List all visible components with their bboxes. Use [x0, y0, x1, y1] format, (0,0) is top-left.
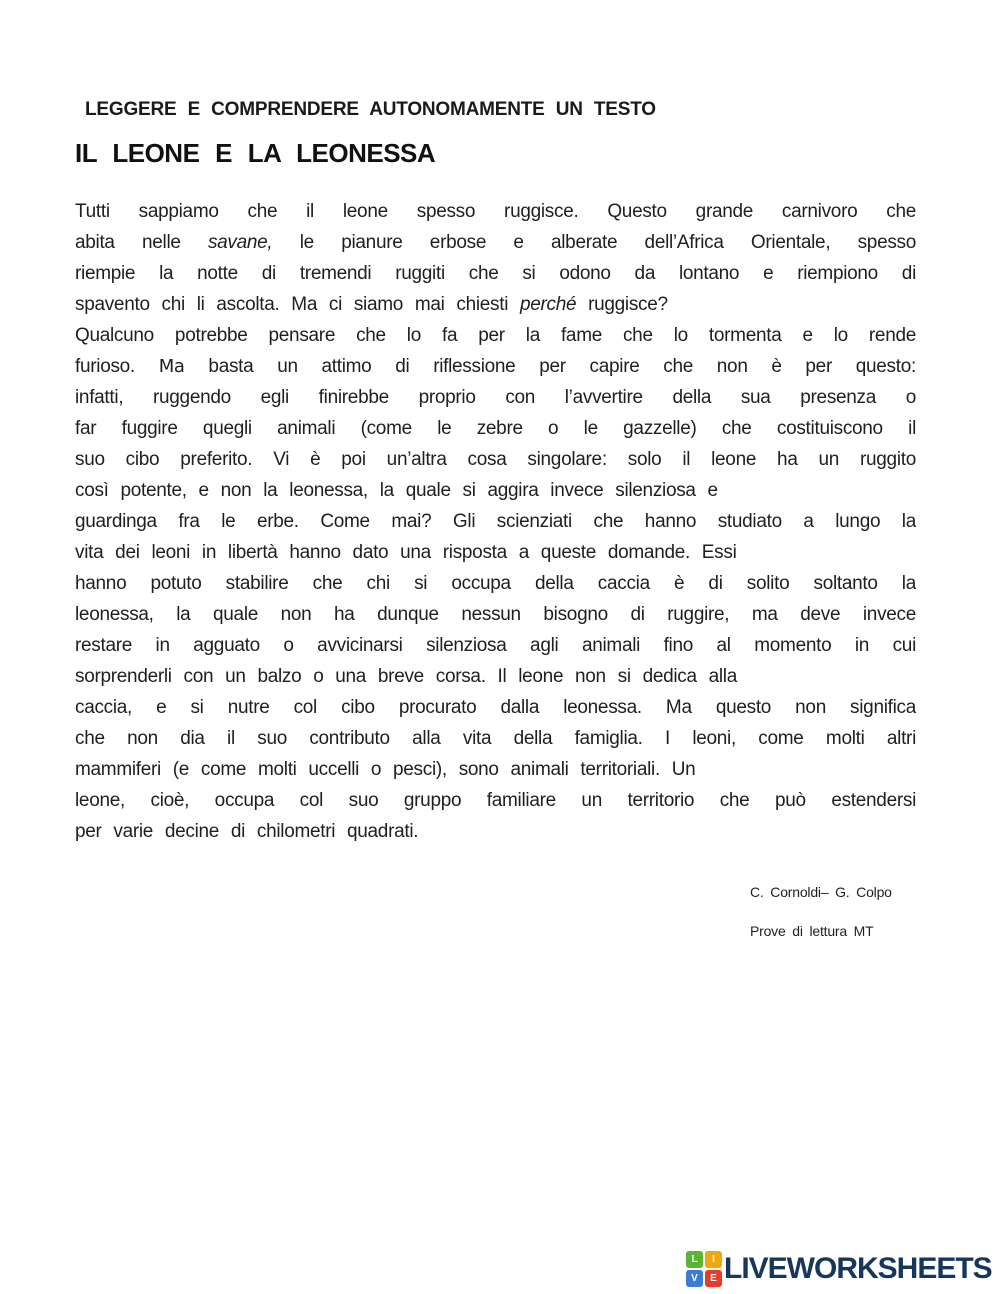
text-segment: per varie decine di chilometri quadrati.	[75, 821, 419, 842]
text-line	[75, 723, 916, 754]
text-segment: le pianure erbose e alberate dell’Africa Orientale, spesso	[272, 232, 916, 253]
text-segment: spavento chi li ascolta. Ma ci siamo mai chiesti	[75, 294, 520, 315]
text-line	[75, 661, 916, 692]
text-line	[75, 258, 916, 289]
text-line	[75, 475, 916, 506]
logo-tile-i: I	[705, 1251, 722, 1268]
text-line	[75, 382, 916, 413]
text-segment: vita dei leoni in libertà hanno dato una risposta a queste domande. Essi	[75, 542, 737, 563]
text-line	[75, 785, 916, 816]
liveworksheets-logo[interactable]	[686, 1251, 992, 1287]
text-line	[75, 754, 916, 785]
text-line	[75, 444, 916, 475]
text-segment: sorprenderli con un balzo o una breve corsa. Il leone non si dedica alla	[75, 666, 737, 687]
liveworksheets-logo-text: LIVEWORKSHEETS	[724, 1252, 992, 1285]
text-line	[75, 568, 916, 599]
text-line	[75, 351, 916, 382]
credit-authors: C. Cornoldi– G. Colpo	[750, 884, 892, 900]
text-segment: guardinga fra le erbe. Come mai? Gli scienziati che hanno studiato a lungo la	[75, 511, 916, 532]
text-segment: far fuggire quegli animali (come le zebre o le gazzelle) che costituiscono il	[75, 418, 916, 439]
text-segment: perché	[519, 294, 577, 315]
logo-tile-v: V	[686, 1270, 703, 1287]
article-title: IL LEONE E LA LEONESSA	[75, 138, 436, 168]
credit-source: Prove di lettura MT	[750, 923, 874, 939]
text-line	[75, 320, 916, 351]
text-segment: mammiferi (e come molti uccelli o pesci), sono animali territoriali. Un	[75, 759, 696, 780]
text-segment: suo cibo preferito. Vi è poi un’altra cosa singolare: solo il leone ha un ruggito	[75, 449, 916, 470]
article-body	[75, 196, 916, 847]
text-line	[75, 816, 916, 847]
text-line	[75, 413, 916, 444]
text-segment: Qualcuno potrebbe pensare che lo fa per la fame che lo tormenta e lo rende	[75, 325, 916, 346]
text-line	[75, 599, 916, 630]
text-segment: ruggisce?	[576, 294, 668, 315]
text-segment: hanno potuto stabilire che chi si occupa della caccia è di solito soltanto la	[75, 573, 916, 594]
text-segment: Tutti sappiamo che il leone spesso ruggisce. Questo grande carnivoro che	[75, 201, 916, 222]
text-segment: restare in agguato o avvicinarsi silenziosa agli animali fino al momento in cui	[75, 635, 916, 656]
text-segment: infatti, ruggendo egli finirebbe proprio con l’avvertire della sua presenza o	[75, 387, 916, 408]
text-line	[75, 537, 916, 568]
text-segment: savane,	[207, 232, 273, 253]
text-segment: Ma	[158, 356, 185, 377]
liveworksheets-logo-icon	[686, 1251, 722, 1287]
text-line	[75, 196, 916, 227]
text-line	[75, 289, 916, 320]
text-segment: leone, cioè, occupa col suo gruppo familiare un territorio che può estendersi	[75, 790, 916, 811]
text-segment: che non dia il suo contributo alla vita della famiglia. I leoni, come molti altri	[75, 728, 916, 749]
text-line	[75, 692, 916, 723]
lesson-heading: LEGGERE E COMPRENDERE AUTONOMAMENTE UN TESTO	[85, 99, 656, 120]
text-segment: riempie la notte di tremendi ruggiti che si odono da lontano e riempiono di	[75, 263, 916, 284]
logo-tile-e: E	[705, 1270, 722, 1287]
text-segment: leonessa, la quale non ha dunque nessun bisogno di ruggire, ma deve invece	[75, 604, 916, 625]
text-segment: abita nelle	[75, 232, 208, 253]
text-segment: furioso.	[75, 356, 159, 377]
text-line	[75, 227, 916, 258]
text-line	[75, 630, 916, 661]
text-line	[75, 506, 916, 537]
text-segment: così potente, e non la leonessa, la quale si aggira invece silenziosa e	[75, 480, 718, 501]
logo-tile-l: L	[686, 1251, 703, 1268]
text-segment: caccia, e si nutre col cibo procurato dalla leonessa. Ma questo non significa	[75, 697, 916, 718]
text-segment: basta un attimo di riflessione per capire che non è per questo:	[184, 356, 916, 377]
